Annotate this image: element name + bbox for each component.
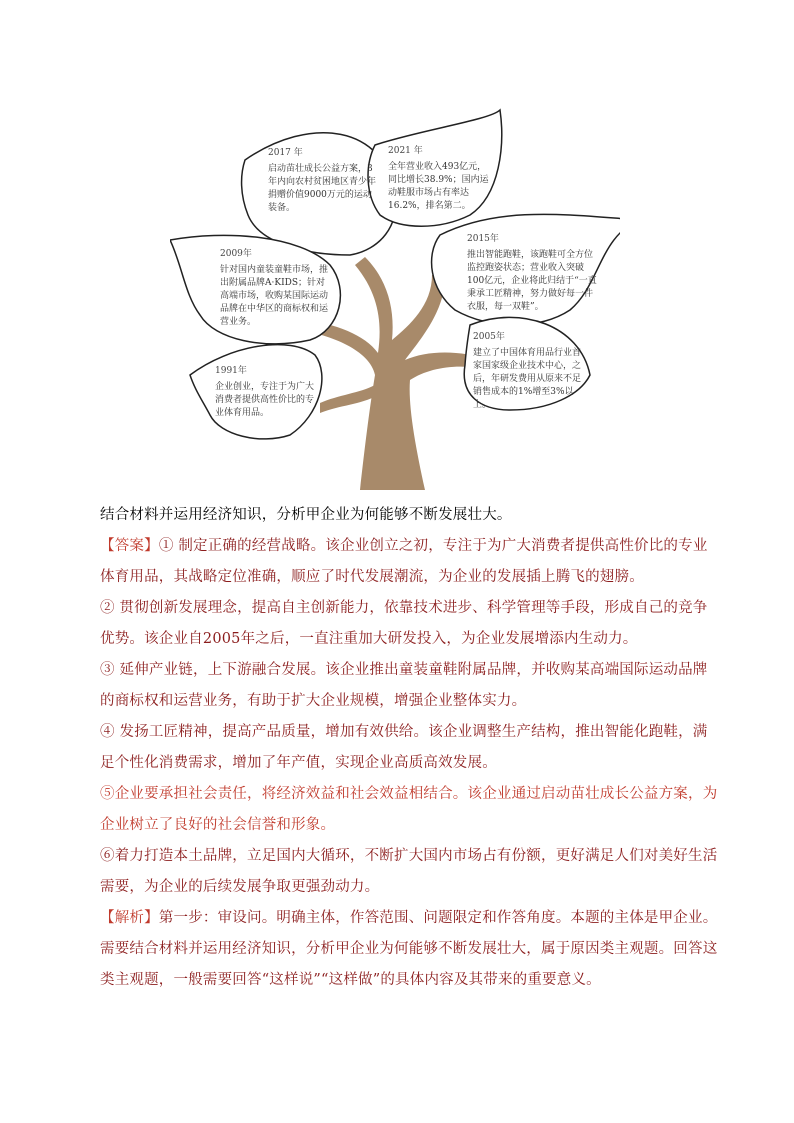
leaf-year: 2017 年 [268,148,303,158]
answer-item-4: ④ 发扬工匠精神，提高产品质量，增加有效供给。该企业调整生产结构，推出智能化跑鞋，满足个性化消费需求，增加了年产值，实现企业高质高效发展。 [100,724,708,771]
answer-item-5: ⑤企业要承担社会责任，将经济效益和社会效益相结合。该企业通过启动苗壮成长公益方案，为企业树立了良好的社会信誉和形象。 [100,786,718,833]
answer-item-6: ⑥着力打造本土品牌，立足国内大循环，不断扩大国内市场占有份额，更好满足人们对美好生活需要，为企业的后续发展争取更强劲动力。 [100,848,718,895]
answer-item-1 [100,531,720,593]
leaf-2021-text [388,145,493,213]
question-text: 结合材料并运用经济知识，分析甲企业为何能够不断发展壮大。 [100,507,512,523]
analysis-text: 第一步：审设问。明确主体，作答范围、问题限定和作答角度。本题的主体是甲企业。需要结合材料并运用经济知识，分析甲企业为何能够不断发展壮大，属于原因类主观题。回答这类主观题，一般需要回答“这样说”“这样做”的具体内容及其带来的重要意义。 [100,910,718,988]
leaf-1991-text [215,365,320,420]
leaf-2005-text [473,331,583,412]
leaf-2015-text [467,233,597,314]
answer-tag: 【答案】 [100,538,159,554]
leaf-2017-text [268,147,378,215]
analysis-block [100,903,720,996]
leaf-year: 2009年 [220,249,252,259]
leaf-body: 企业创业，专注于为广大消费者提供高性价比的专业体育用品。 [215,382,315,418]
leaf-body: 针对国内童装童鞋市场，推出附属品牌A·KIDS；针对高端市场，收购某国际运动品牌在中华区的商标权和运营业务。 [220,265,329,327]
tree-figure [170,105,620,490]
leaf-2009-text [220,248,330,329]
analysis-tag: 【解析】 [100,910,159,926]
leaf-body: 全年营业收入493亿元，同比增长38.9%；国内运动鞋服市场占有率达16.2%，排名第二。 [388,162,489,211]
leaf-body: 推出智能跑鞋，该跑鞋可全方位监控跑姿状态；营业收入突破100亿元，企业将此归结于“一直秉承工匠精神，努力做好每一件衣服，每一双鞋”。 [467,250,597,312]
leaf-year: 2015年 [467,234,499,244]
leaf-body: 启动苗壮成长公益方案，3年内向农村贫困地区青少年捐赠价值9000万元的运动装备。 [268,164,377,213]
leaf-year: 2005年 [473,332,505,342]
answer-item-3: ③ 延伸产业链，上下游融合发展。该企业推出童装童鞋附属品牌，并收购某高端国际运动品牌的商标权和运营业务，有助于扩大企业规模，增强企业整体实力。 [100,662,708,709]
leaf-year: 1991年 [215,366,247,376]
answer-item-text: ① 制定正确的经营战略。该企业创立之初，专注于为广大消费者提供高性价比的专业体育用品，其战略定位准确，顺应了时代发展潮流，为企业的发展插上腾飞的翅膀。 [100,538,708,585]
leaf-year: 2021 年 [388,146,423,156]
leaf-body: 建立了中国体育用品行业首家国家级企业技术中心，之后，年研发费用从原来不足销售成本的1%增至3%以上。 [473,348,582,410]
answer-item-2: ② 贯彻创新发展理念，提高自主创新能力，依靠技术进步、科学管理等手段，形成自己的竞争优势。该企业自2005年之后，一直注重加大研发投入，为企业发展增添内生动力。 [100,600,708,647]
